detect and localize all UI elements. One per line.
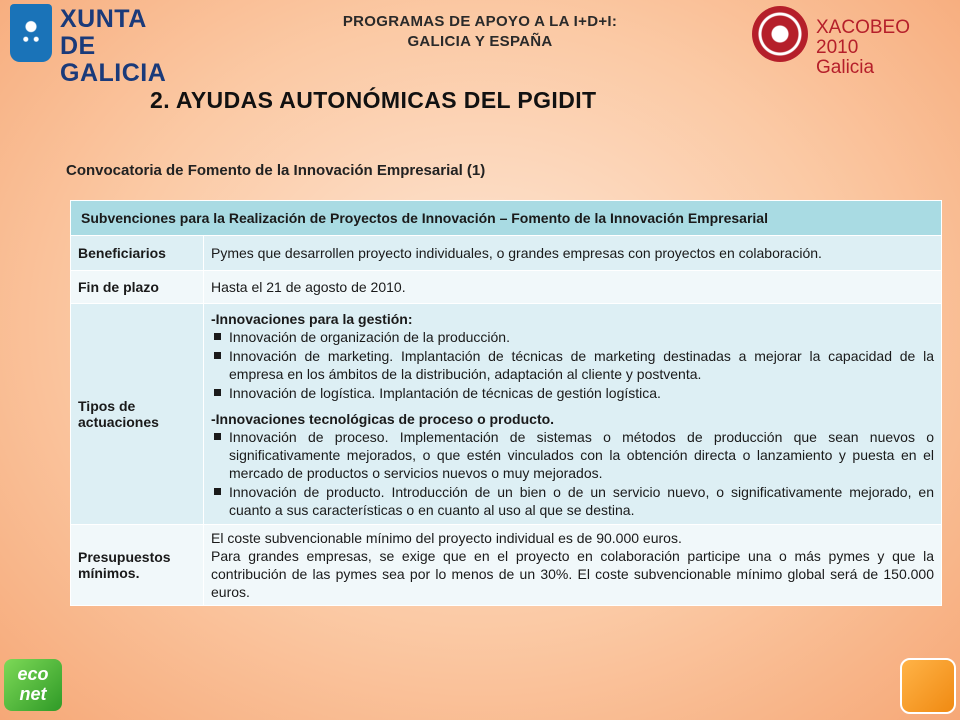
list-item: Innovación de proceso. Implementación de sistemas o métodos de producción que sean nuevos o significativamente mejorados, o que estén vinculados con la obtención directa o lanzamiento y puesta en el mercado de productos o servicios nuevos o muy mejorados.: [211, 428, 934, 482]
list-tecnologicas: [211, 428, 934, 519]
list-item: Innovación de logística. Implantación de técnicas de gestión logística.: [211, 384, 934, 402]
next-slide-button[interactable]: [900, 658, 956, 714]
subsidy-info-table: [70, 200, 942, 606]
econet-logo: [4, 659, 62, 711]
xacobeo-seal-icon: [752, 6, 808, 62]
row-value-beneficiarios: Pymes que desarrollen proyecto individuales, o grandes empresas con proyectos en colaboración.: [204, 236, 942, 271]
table-header-row: [71, 201, 942, 236]
row-label-presupuestos: Presupuestos mínimos.: [71, 525, 204, 606]
header-title-line2: GALICIA Y ESPAÑA: [407, 33, 553, 50]
table-row-presupuestos: [71, 525, 942, 606]
row-value-presupuestos: [204, 525, 942, 606]
list-gestion: [211, 328, 934, 402]
xunta-logo: [10, 4, 195, 87]
group-title-tecnologicas: -Innovaciones tecnológicas de proceso o producto.: [211, 411, 555, 427]
row-label-beneficiarios: Beneficiarios: [71, 236, 204, 271]
xacobeo-logo: [752, 6, 952, 78]
table-row-fin-plazo: [71, 271, 942, 304]
header-title-line1: PROGRAMAS DE APOYO A LA I+D+I:: [342, 13, 618, 30]
subtitle: Convocatoria de Fomento de la Innovación Empresarial (1): [66, 162, 486, 179]
xunta-wordmark: [60, 6, 195, 87]
row-value-fin-plazo: Hasta el 21 de agosto de 2010.: [204, 271, 942, 304]
row-label-fin-plazo: Fin de plazo: [71, 271, 204, 304]
row-value-tipos: [204, 304, 942, 525]
header-title: [250, 12, 710, 52]
table-row-beneficiarios: [71, 236, 942, 271]
list-item: Innovación de marketing. Implantación de técnicas de marketing destinadas a mejorar la capacidad de la empresa en los ámbitos de la distribución, adaptación al cliente y postventa.: [211, 347, 934, 383]
xunta-wordmark-line1: XUNTA: [60, 5, 147, 33]
xunta-wordmark-line2: DE GALICIA: [60, 32, 167, 87]
section-title: 2. AYUDAS AUTONÓMICAS DEL PGIDIT: [150, 87, 597, 113]
xacobeo-wordmark-line2: Galicia: [816, 57, 875, 78]
list-item: Innovación de producto. Introducción de un bien o de un servicio nuevo, o significativamente mejorado, en cuanto a sus características o en cuanto al uso al que se destina.: [211, 483, 934, 519]
presupuestos-line1: El coste subvencionable mínimo del proyecto individual es de 90.000 euros.: [211, 530, 682, 546]
list-item: Innovación de organización de la producción.: [211, 328, 934, 346]
xacobeo-wordmark-line1: XACOBEO 2010: [816, 17, 910, 58]
presupuestos-line2: Para grandes empresas, se exige que en el proyecto en colaboración participe una o más pymes y que la contribución de las pymes sea por lo menos de un 30%. El coste subvencionable mínimo global será de 150.000 euros.: [211, 548, 934, 600]
table-header: Subvenciones para la Realización de Proyectos de Innovación – Fomento de la Innovación Empresarial: [71, 201, 942, 236]
group-title-gestion: -Innovaciones para la gestión:: [211, 311, 413, 327]
galicia-shield-icon: [10, 4, 52, 62]
row-label-tipos: Tipos de actuaciones: [71, 304, 204, 525]
econet-line2: net: [19, 684, 47, 704]
econet-line1: eco: [17, 664, 49, 684]
table-row-tipos: [71, 304, 942, 525]
xacobeo-wordmark: [816, 18, 952, 78]
